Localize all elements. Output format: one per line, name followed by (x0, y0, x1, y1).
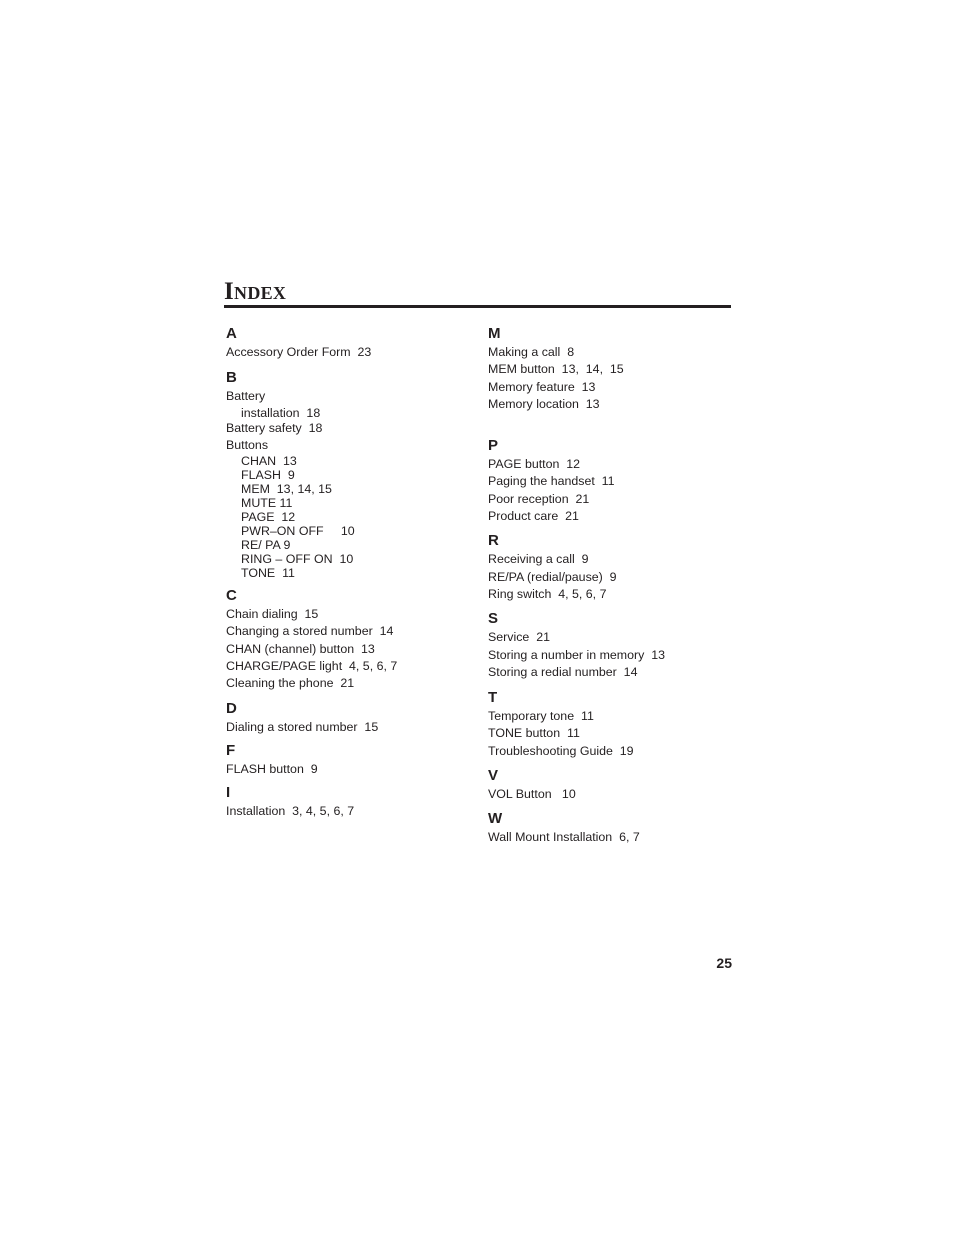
index-subentry: installation 18 (241, 405, 321, 420)
section-letter: W (488, 810, 503, 828)
index-entry: Memory location 13 (488, 396, 600, 411)
index-section (226, 368, 471, 580)
index-entry: Temporary tone 11 (488, 709, 594, 724)
index-section (226, 699, 471, 736)
index-entry: Wall Mount Installation 6, 7 (488, 830, 640, 845)
section-letter: M (488, 325, 501, 342)
index-subentry: RE/ PA 9 (241, 538, 291, 553)
index-entry: Poor reception 21 (488, 491, 590, 506)
index-section (226, 324, 471, 361)
index-entry: VOL Button 10 (488, 787, 576, 802)
index-section (488, 324, 733, 413)
title-initial: I (224, 278, 235, 305)
index-entry: CHARGE/PAGE light 4, 5, 6, 7 (226, 659, 398, 674)
index-section (488, 688, 733, 760)
index-entry: Ring switch 4, 5, 6, 7 (488, 586, 607, 601)
index-entry: Storing a redial number 14 (488, 664, 638, 679)
index-entry: CHAN (channel) button 13 (226, 641, 375, 656)
title-rest: NDEX (234, 283, 287, 303)
section-letter: V (488, 767, 499, 785)
index-entry: RE/PA (redial/pause) 9 (488, 569, 617, 584)
index-entry: Battery safety 18 (226, 420, 323, 435)
index-entry: PAGE button 12 (488, 457, 581, 472)
index-entry: Battery (226, 389, 266, 404)
title-rule (224, 305, 731, 308)
index-column-right (488, 324, 733, 847)
index-subentry: PWR–ON OFF 10 (241, 524, 355, 539)
index-entry: Paging the handset 11 (488, 474, 615, 489)
index-section (226, 741, 471, 778)
index-section (488, 531, 733, 603)
index-subentry: RING – OFF ON 10 (241, 552, 354, 567)
index-entry: TONE button 11 (488, 726, 580, 741)
index-subentry: PAGE 12 (241, 510, 296, 525)
index-entry: Installation 3, 4, 5, 6, 7 (226, 804, 355, 819)
index-entry: MEM button 13, 14, 15 (488, 362, 624, 377)
index-entry: Service 21 (488, 630, 550, 645)
index-entry: Accessory Order Form 23 (226, 345, 372, 359)
section-letter: C (226, 587, 237, 605)
index-entry: Changing a stored number 14 (226, 624, 394, 639)
index-section (226, 586, 471, 692)
index-subentry: CHAN 13 (241, 454, 297, 469)
section-letter: A (226, 325, 237, 342)
section-letter: R (488, 532, 499, 550)
index-subentry: FLASH 9 (241, 468, 295, 483)
index-entry: Troubleshooting Guide 19 (488, 743, 634, 758)
section-letter: B (226, 369, 237, 387)
index-section (488, 609, 733, 681)
section-letter: P (488, 437, 499, 455)
index-column-left (226, 324, 471, 821)
index-subentry: TONE 11 (241, 566, 295, 581)
index-section (488, 766, 733, 803)
section-letter: D (226, 699, 237, 717)
index-subentry: MEM 13, 14, 15 (241, 482, 332, 497)
section-letter: F (226, 741, 236, 759)
page-number: 25 (716, 955, 732, 971)
section-letter: S (488, 610, 499, 628)
index-entry: Buttons (226, 437, 269, 452)
index-entry: Memory feature 13 (488, 379, 596, 394)
index-entry: Dialing a stored number 15 (226, 719, 379, 734)
index-subentry: MUTE 11 (241, 496, 293, 511)
index-entry: Making a call 8 (488, 345, 575, 359)
index-entry: Cleaning the phone 21 (226, 676, 355, 691)
index-section (488, 809, 733, 846)
index-section (488, 436, 733, 525)
section-letter: T (488, 689, 498, 707)
index-entry: Receiving a call 9 (488, 552, 589, 567)
section-letter: I (226, 784, 231, 802)
index-entry: Storing a number in memory 13 (488, 647, 665, 662)
index-entry: FLASH button 9 (226, 761, 318, 776)
page-title (224, 277, 286, 308)
index-section (226, 783, 471, 820)
index-entry: Chain dialing 15 (226, 607, 319, 622)
index-entry: Product care 21 (488, 509, 579, 524)
